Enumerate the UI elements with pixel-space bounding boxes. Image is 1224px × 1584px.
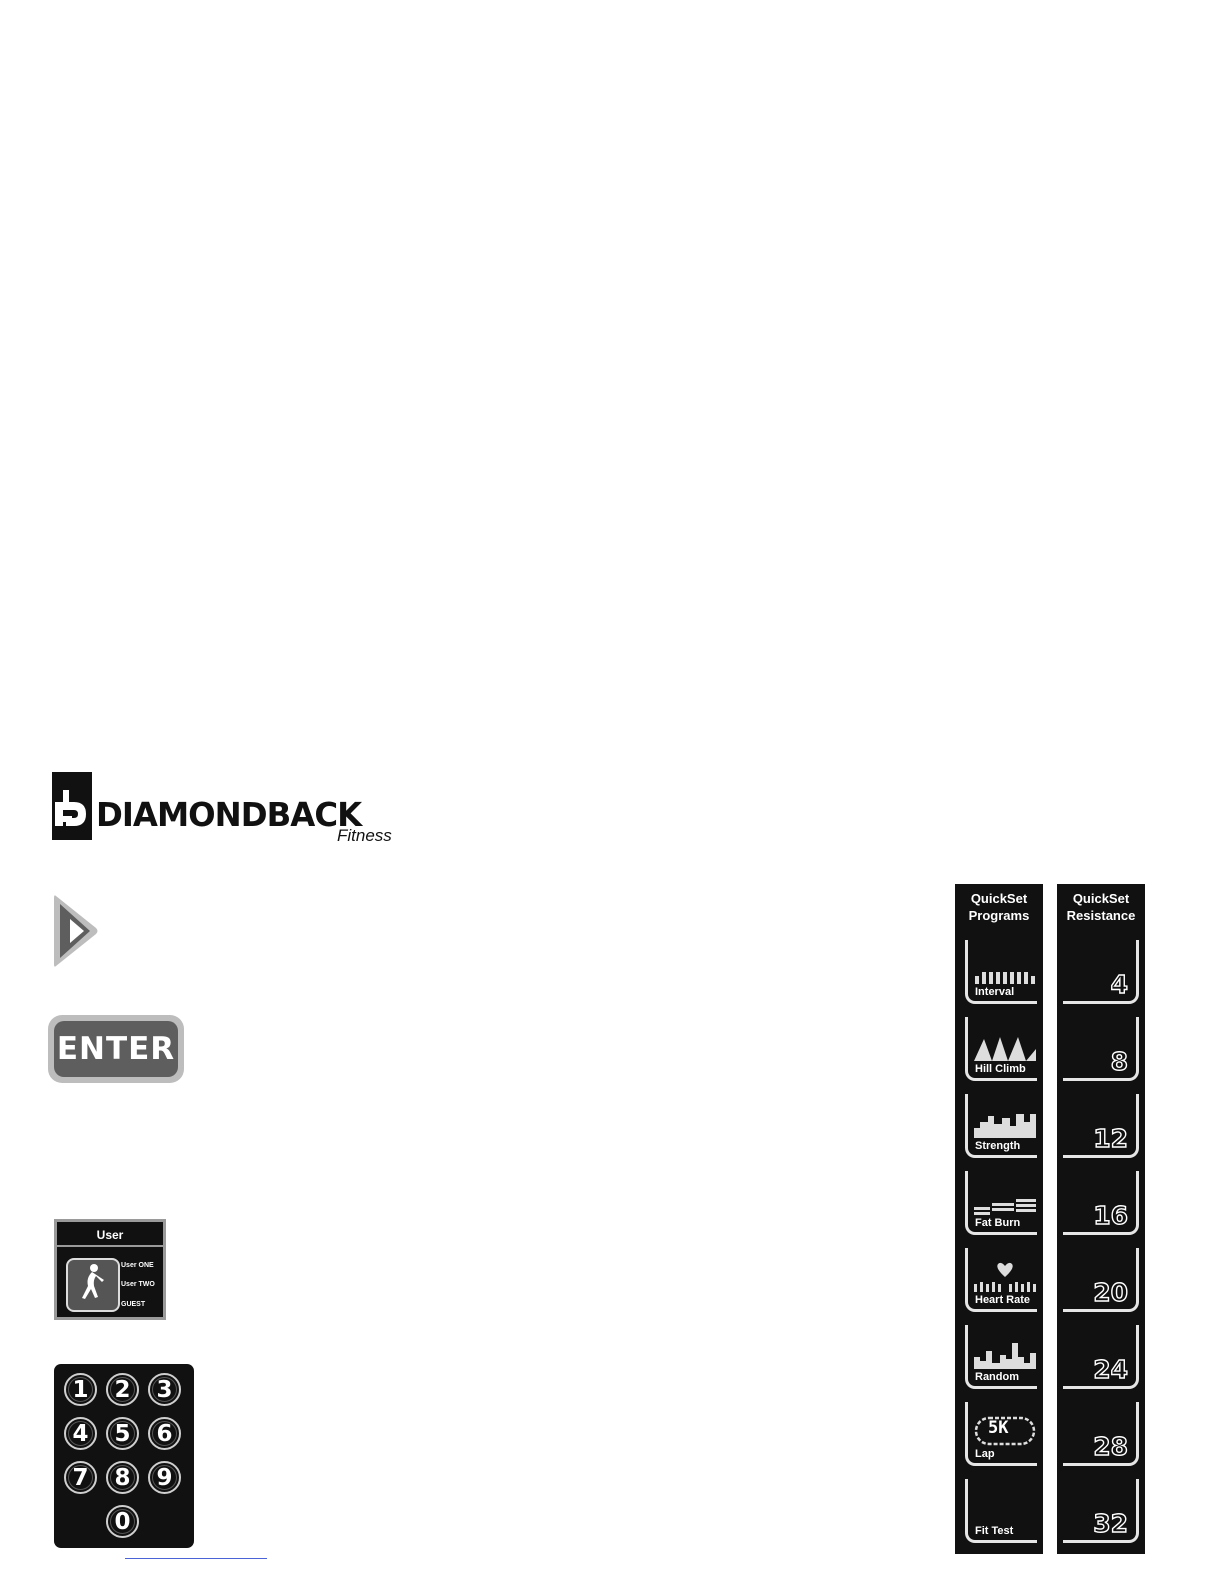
resistance-level: 24 — [1093, 1355, 1128, 1384]
program-label: Interval — [975, 986, 1015, 998]
resistance-32-button[interactable] — [1063, 1479, 1139, 1543]
key-1[interactable]: 1 — [64, 1373, 97, 1406]
runner-icon — [68, 1260, 114, 1306]
fat-burn-graph-icon — [974, 1185, 1036, 1215]
resistance-level: 16 — [1093, 1201, 1128, 1230]
user-button[interactable] — [66, 1258, 120, 1312]
program-fit-test-button[interactable] — [965, 1479, 1037, 1543]
program-label: Strength — [975, 1140, 1021, 1152]
strength-graph-icon — [974, 1108, 1036, 1138]
play-arrow-icon — [52, 892, 100, 970]
resistance-24-button[interactable] — [1063, 1325, 1139, 1389]
hill-climb-graph-icon — [974, 1031, 1036, 1061]
resistance-level: 12 — [1093, 1124, 1128, 1153]
resistance-level: 4 — [1110, 970, 1128, 999]
key-0[interactable]: 0 — [106, 1505, 139, 1538]
numeric-keypad — [54, 1364, 194, 1548]
lap-display-text: 5K — [988, 1418, 1009, 1438]
resistance-4-button[interactable] — [1063, 940, 1139, 1004]
enter-button[interactable] — [48, 1015, 184, 1083]
program-label: Fat Burn — [975, 1217, 1021, 1229]
quickset-resistance-title: QuickSet Resistance — [1066, 891, 1136, 923]
program-label: Heart Rate — [975, 1294, 1031, 1306]
program-interval-button[interactable] — [965, 940, 1037, 1004]
resistance-16-button[interactable] — [1063, 1171, 1139, 1235]
user-option-guest: GUEST — [121, 1301, 146, 1308]
program-hill-climb-button[interactable] — [965, 1017, 1037, 1081]
program-heart-rate-button[interactable] — [965, 1248, 1037, 1312]
key-7[interactable]: 7 — [64, 1461, 97, 1494]
resistance-level: 8 — [1110, 1047, 1128, 1076]
resistance-20-button[interactable] — [1063, 1248, 1139, 1312]
interval-graph-icon — [974, 954, 1036, 984]
diamondback-logo — [52, 772, 397, 847]
program-lap-button[interactable] — [965, 1402, 1037, 1466]
key-4[interactable]: 4 — [64, 1417, 97, 1450]
link-underline[interactable] — [125, 1558, 267, 1559]
key-2[interactable]: 2 — [106, 1373, 139, 1406]
enter-button-label: ENTER — [54, 1021, 178, 1077]
brand-name: DIAMONDBACK — [96, 795, 362, 834]
key-6[interactable]: 6 — [148, 1417, 181, 1450]
user-option-one: User ONE — [121, 1262, 154, 1269]
user-panel-title: User — [57, 1222, 163, 1247]
heart-rate-graph-icon — [974, 1262, 1036, 1292]
resistance-8-button[interactable] — [1063, 1017, 1139, 1081]
start-arrow-button[interactable] — [52, 892, 100, 970]
user-select-panel[interactable] — [54, 1219, 166, 1320]
key-3[interactable]: 3 — [148, 1373, 181, 1406]
brand-subtitle: Fitness — [337, 826, 392, 845]
key-8[interactable]: 8 — [106, 1461, 139, 1494]
program-label: Fit Test — [975, 1525, 1014, 1537]
key-9[interactable]: 9 — [148, 1461, 181, 1494]
user-option-two: User TWO — [121, 1281, 155, 1288]
quickset-programs-panel — [955, 884, 1043, 1554]
program-label: Random — [975, 1371, 1019, 1383]
resistance-level: 32 — [1093, 1509, 1128, 1538]
resistance-28-button[interactable] — [1063, 1402, 1139, 1466]
program-random-button[interactable] — [965, 1325, 1037, 1389]
key-5[interactable]: 5 — [106, 1417, 139, 1450]
resistance-level: 28 — [1093, 1432, 1128, 1461]
quickset-programs-title: QuickSet Programs — [968, 891, 1030, 923]
resistance-12-button[interactable] — [1063, 1094, 1139, 1158]
db-logo-icon — [52, 772, 92, 840]
random-graph-icon — [974, 1339, 1036, 1369]
resistance-level: 20 — [1093, 1278, 1128, 1307]
quickset-resistance-panel — [1057, 884, 1145, 1554]
program-label: Lap — [975, 1448, 995, 1460]
program-label: Hill Climb — [975, 1063, 1026, 1075]
program-fat-burn-button[interactable] — [965, 1171, 1037, 1235]
program-strength-button[interactable] — [965, 1094, 1037, 1158]
